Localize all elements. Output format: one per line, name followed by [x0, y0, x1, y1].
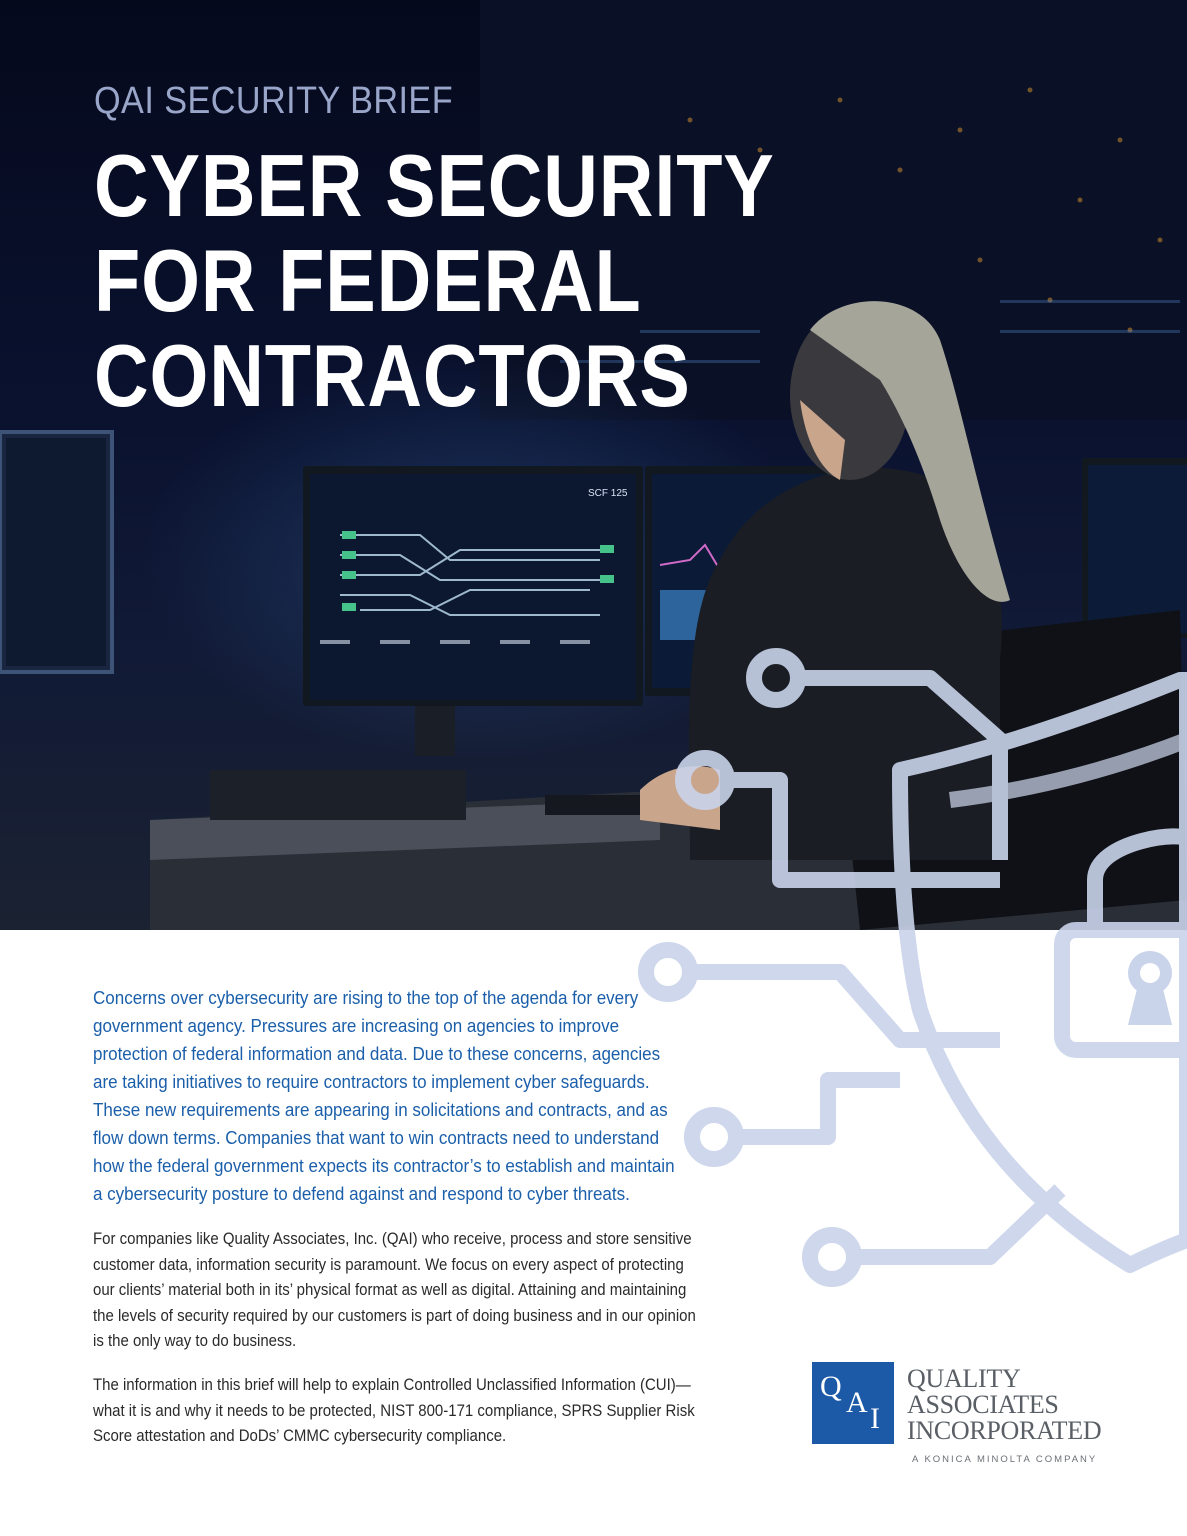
title-line: FOR FEDERAL: [94, 231, 642, 330]
logo-letter: A: [846, 1386, 868, 1419]
intro-paragraph: Concerns over cybersecurity are rising to the top of the agenda for every government agency. Pressures are increasing on agencies to improve protection of federal information and data. Due to these concerns, agencies are taking initiatives to require contractors to implement cyber safeguards. These new requirements are appearing in solicitations and contracts, and as flow down terms. Companies that want to win contracts need to understand how the federal government expects its contractor’s to establish and maintain a cybersecurity posture to defend against and respond to cyber threats.: [93, 987, 675, 1204]
screen-label: SCF 125: [588, 488, 628, 499]
logo-letter: I: [870, 1402, 880, 1435]
logo-mark: [812, 1362, 894, 1444]
company-name-line: INCORPORATED: [907, 1416, 1102, 1445]
page-title: [94, 138, 775, 423]
qai-logo: [812, 1362, 1112, 1472]
title-line: CYBER SECURITY: [94, 136, 775, 235]
company-name-line: QUALITY: [907, 1364, 1021, 1393]
company-name-line: ASSOCIATES: [907, 1390, 1059, 1419]
title-line: CONTRACTORS: [94, 326, 691, 425]
company-name: [907, 1366, 1101, 1444]
brief-eyebrow: QAI SECURITY BRIEF: [94, 80, 454, 122]
company-tagline: A KONICA MINOLTA COMPANY: [912, 1454, 1098, 1465]
body-paragraph: For companies like Quality Associates, Inc. (QAI) who receive, process and store sensitive customer data, information security is paramount. We focus on every aspect of protecting our clients’ material both in its’ physical format as well as digital. Attaining and maintaining the levels of security required by our customers is part of doing business and in our opinion is the only way to do business.: [93, 1230, 696, 1350]
logo-letter: Q: [820, 1370, 842, 1403]
body-paragraph: The information in this brief will help to explain Controlled Unclassified Information (CUI)—what it is and why it needs to be protected, NIST 800-171 compliance, SPRS Supplier Risk Score attestation and DoDs’ CMMC cybersecurity compliance.: [93, 1376, 695, 1445]
